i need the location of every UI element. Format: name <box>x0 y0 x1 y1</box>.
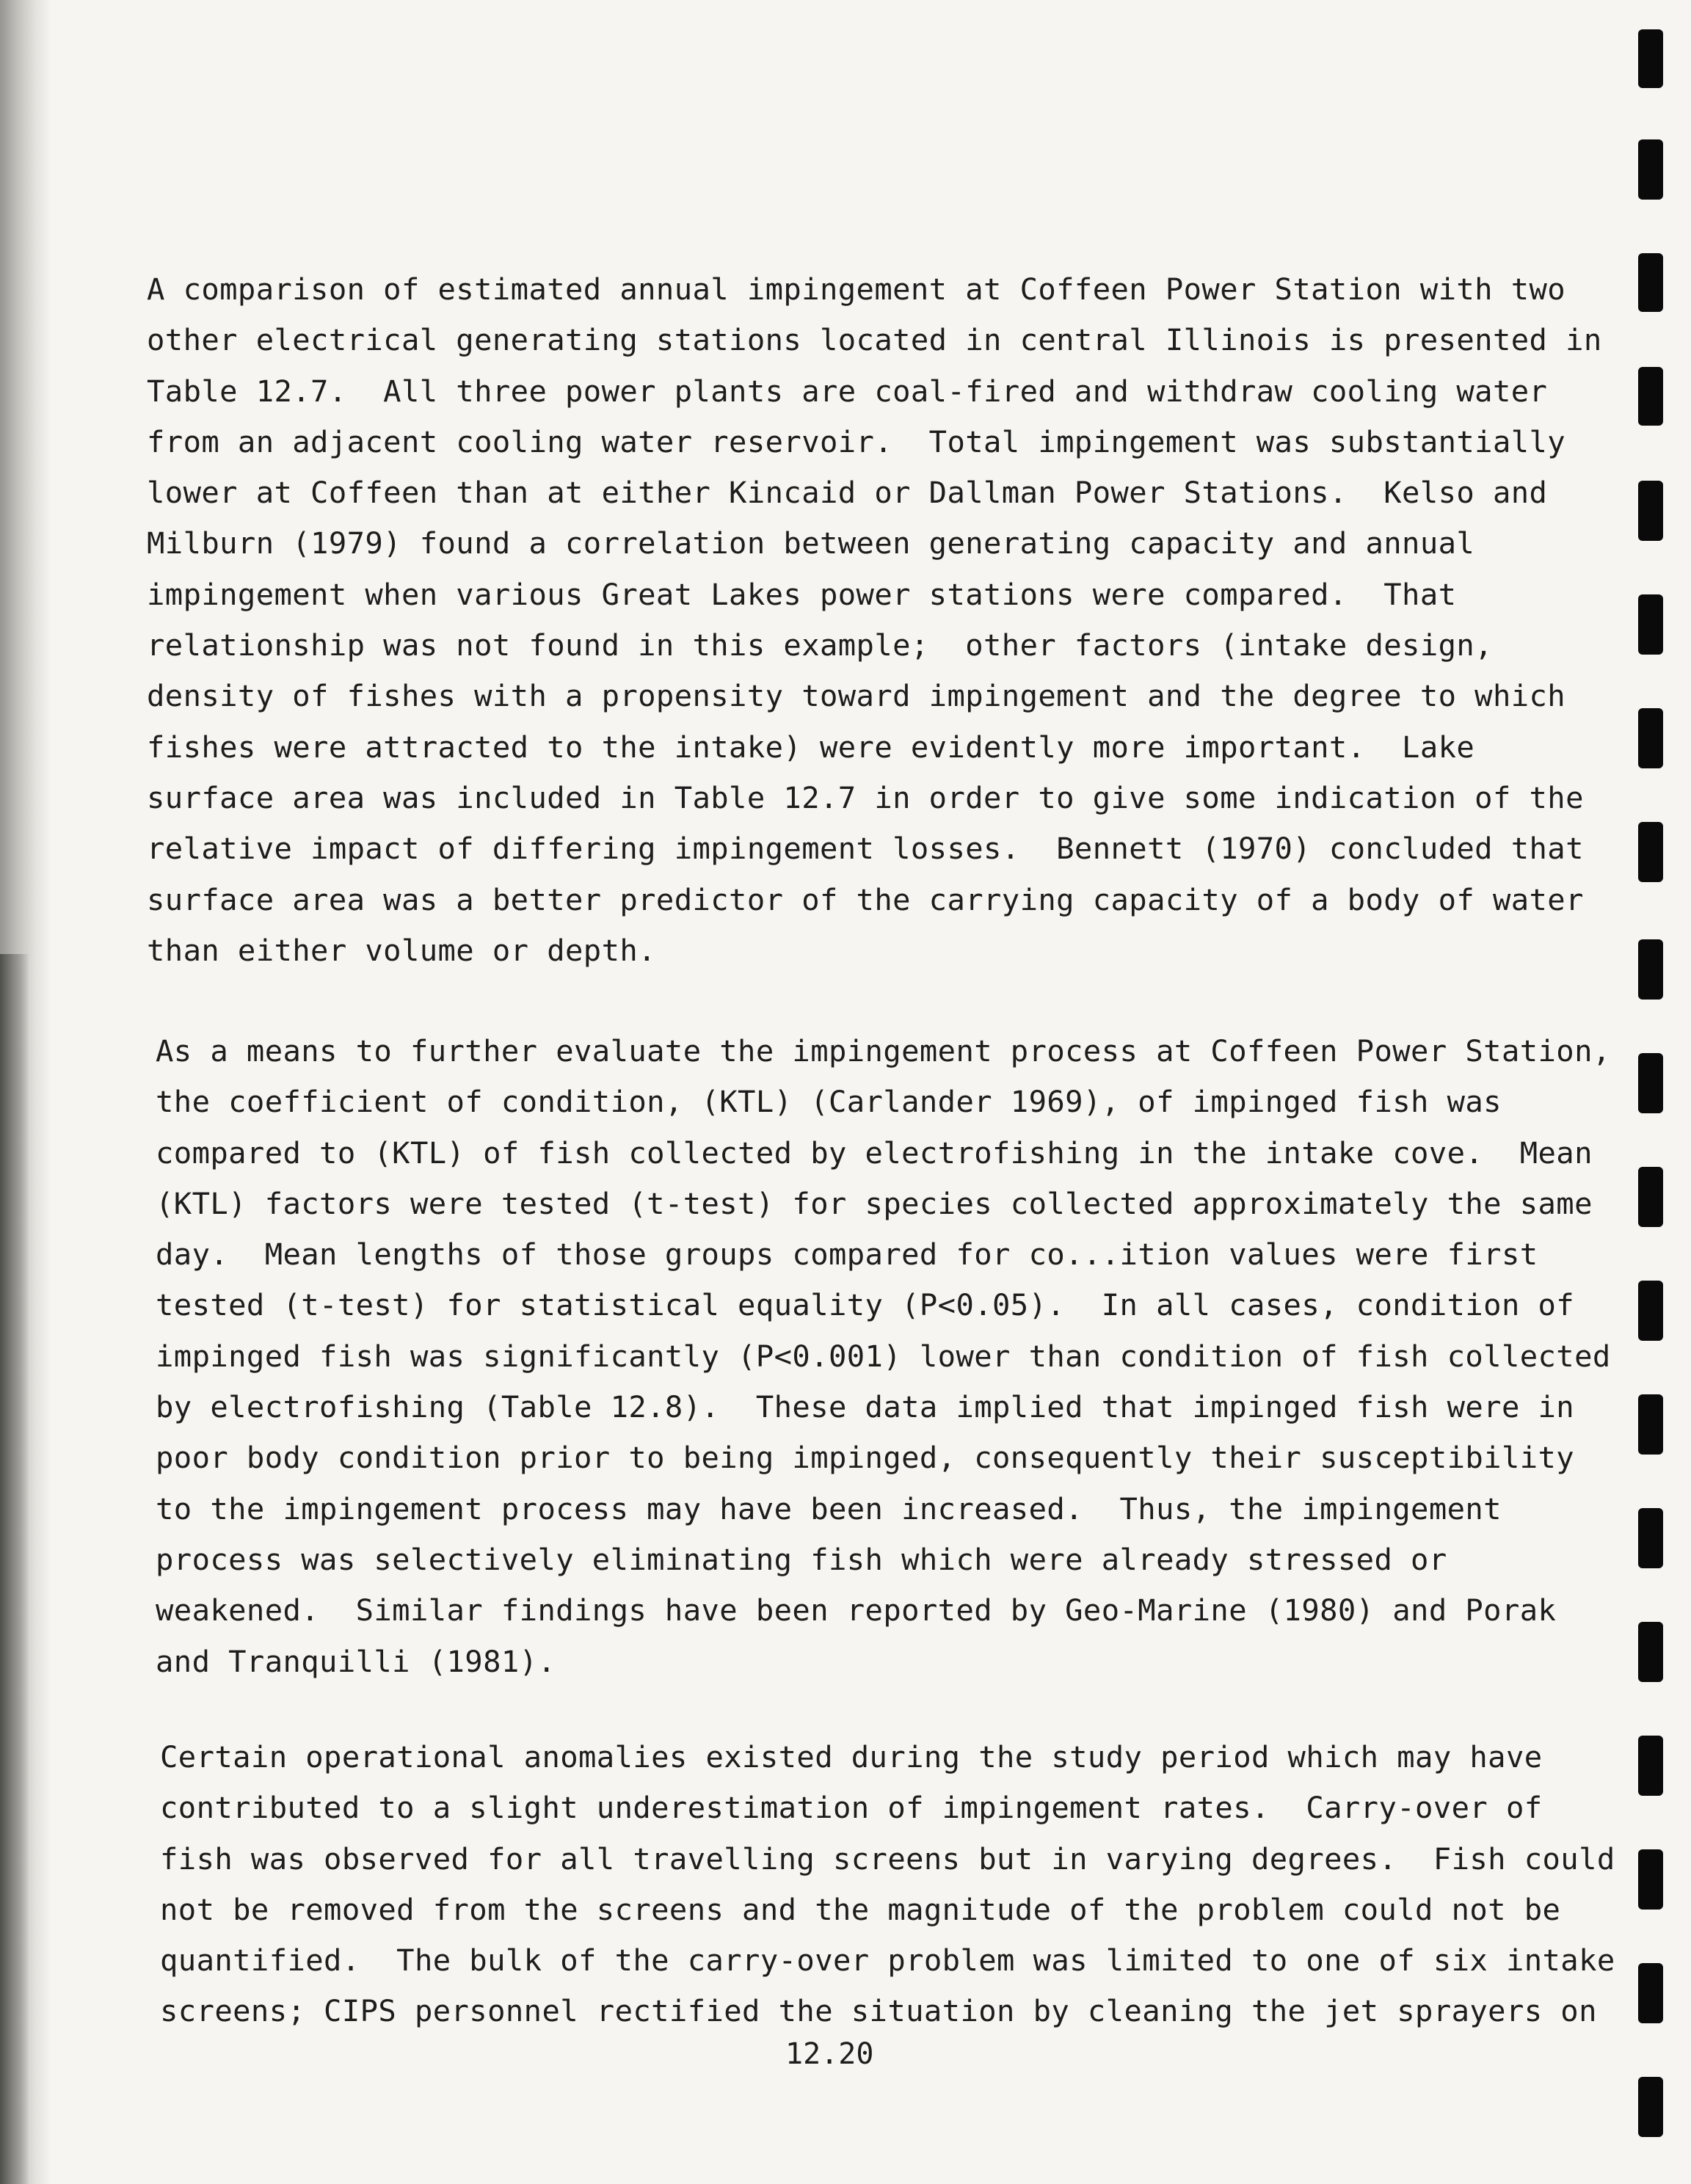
text-line: (KTL) factors were tested (t-test) for species collected approximately the same <box>156 1185 1593 1221</box>
binder-punch-hole <box>1638 367 1663 426</box>
scan-edge-shadow-dark <box>0 954 29 2184</box>
text-line: A comparison of estimated annual impingement at Coffeen Power Station with two <box>147 272 1566 307</box>
text-line: impinged fish was significantly (P<0.001) lower than condition of fish collected <box>156 1338 1611 1374</box>
text-line: As a means to further evaluate the impingement process at Coffeen Power Station, <box>156 1033 1611 1069</box>
text-line: to the impingement process may have been increased. Thus, the impingement <box>156 1490 1502 1526</box>
text-line: than either volume or depth. <box>147 932 656 968</box>
binder-punch-hole <box>1638 708 1663 768</box>
binder-punch-hole <box>1638 822 1663 882</box>
binder-punch-hole <box>1638 1622 1663 1682</box>
text-line: poor body condition prior to being impinged, consequently their susceptibility <box>156 1440 1575 1476</box>
text-line: density of fishes with a propensity toward impingement and the degree to which <box>147 678 1566 714</box>
binder-punch-hole <box>1638 1849 1663 1910</box>
binder-punch-hole <box>1638 1167 1663 1227</box>
binder-punch-hole <box>1638 1736 1663 1796</box>
text-line: lower at Coffeen than at either Kincaid or Dallman Power Stations. Kelso and <box>147 475 1548 511</box>
binder-punch-hole <box>1638 1281 1663 1341</box>
text-line: Milburn (1979) found a correlation between generating capacity and annual <box>147 525 1475 561</box>
text-line: surface area was included in Table 12.7 in order to give some indication of the <box>147 779 1584 815</box>
binder-punch-hole <box>1638 481 1663 541</box>
text-line: the coefficient of condition, (KTL) (Carlander 1969), of impinged fish was <box>156 1084 1502 1120</box>
binder-punch-hole <box>1638 1053 1663 1113</box>
text-line: Table 12.7. All three power plants are coal-fired and withdraw cooling water <box>147 373 1548 409</box>
page-number: 12.20 <box>785 2037 874 2071</box>
paragraph-impingement-comparison <box>147 264 1602 976</box>
text-line: weakened. Similar findings have been reported by Geo-Marine (1980) and Porak <box>156 1592 1557 1628</box>
binder-punch-hole <box>1638 2077 1663 2137</box>
text-line: fish was observed for all travelling screens but in varying degrees. Fish could <box>160 1841 1615 1877</box>
text-line: impingement when various Great Lakes power stations were compared. That <box>147 576 1457 612</box>
paragraph-operational-anomalies <box>160 1732 1615 2037</box>
paragraph-condition-coefficient <box>156 1026 1611 1687</box>
text-line: process was selectively eliminating fish which were already stressed or <box>156 1541 1447 1577</box>
binder-punch-hole <box>1638 939 1663 1000</box>
binder-punch-hole <box>1638 253 1663 312</box>
text-line: screens; CIPS personnel rectified the situation by cleaning the jet sprayers on <box>160 1993 1597 2029</box>
text-line: tested (t-test) for statistical equality (P<0.05). In all cases, condition of <box>156 1287 1575 1323</box>
binder-punch-hole <box>1638 1394 1663 1455</box>
text-line: compared to (KTL) of fish collected by electrofishing in the intake cove. Mean <box>156 1135 1593 1171</box>
binder-punch-hole <box>1638 29 1663 88</box>
text-line: fishes were attracted to the intake) were evidently more important. Lake <box>147 729 1475 765</box>
text-line: other electrical generating stations located in central Illinois is presented in <box>147 322 1602 358</box>
text-line: surface area was a better predictor of the carrying capacity of a body of water <box>147 881 1584 917</box>
text-line: by electrofishing (Table 12.8). These data implied that impinged fish were in <box>156 1389 1575 1425</box>
text-line: not be removed from the screens and the magnitude of the problem could not be <box>160 1891 1561 1927</box>
text-line: relationship was not found in this example; other factors (intake design, <box>147 627 1493 663</box>
binder-punch-hole <box>1638 1963 1663 2023</box>
binder-punch-hole <box>1638 594 1663 655</box>
text-line: relative impact of differing impingement losses. Bennett (1970) concluded that <box>147 831 1584 867</box>
text-line: day. Mean lengths of those groups compared for co...ition values were first <box>156 1237 1538 1273</box>
text-line: quantified. The bulk of the carry-over problem was limited to one of six intake <box>160 1943 1615 1979</box>
text-line: contributed to a slight underestimation of impingement rates. Carry-over of <box>160 1790 1543 1826</box>
binder-punch-hole <box>1638 139 1663 200</box>
binder-punch-hole <box>1638 1508 1663 1568</box>
text-line: Certain operational anomalies existed during the study period which may have <box>160 1739 1543 1774</box>
text-line: and Tranquilli (1981). <box>156 1643 556 1679</box>
text-line: from an adjacent cooling water reservoir. Total impingement was substantially <box>147 423 1566 459</box>
